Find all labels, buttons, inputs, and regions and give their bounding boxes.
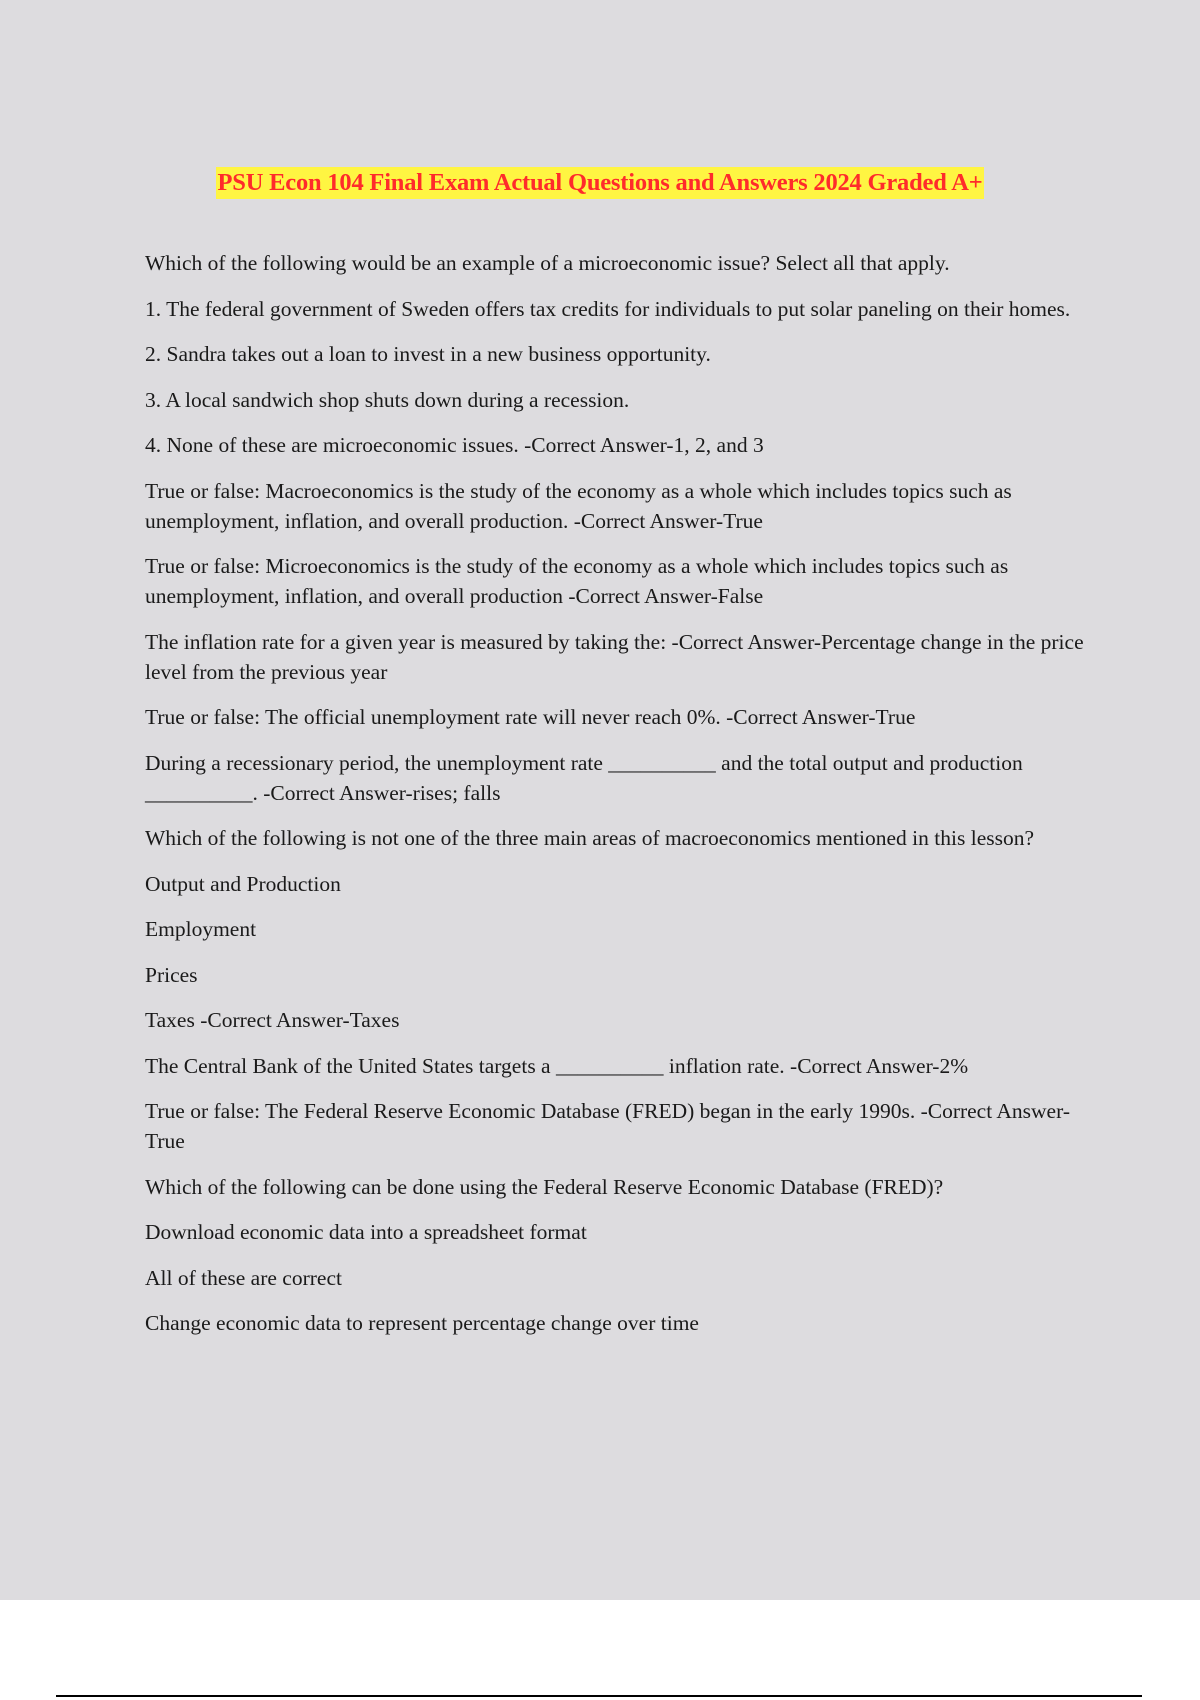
question-1: Which of the following would be an example of a microeconomic issue? Select all that apply. [145,251,950,275]
question-2: True or false: Macroeconomics is the study of the economy as a whole which includes topics such as unemployment, inflation, and overall production. -Correct Answer-True [145,478,1012,533]
question-4: The inflation rate for a given year is measured by taking the: -Correct Answer-Percentage change in the price level from the previous year [145,629,1084,684]
option-2: 2. Sandra takes out a loan to invest in a new business opportunity. [145,342,711,366]
document-title: PSU Econ 104 Final Exam Actual Questions and Answers 2024 Graded A+ [216,167,985,199]
option-prices: Prices [145,962,198,987]
option-1: 1. The federal government of Sweden offers tax credits for individuals to put solar paneling on their homes. [145,296,1071,321]
question-10: Which of the following can be done using the Federal Reserve Economic Database (FRED)? [145,1174,944,1199]
option-employment: Employment [145,917,257,941]
page-bottom-rule [56,1695,1142,1697]
option-taxes-answer: Taxes -Correct Answer-Taxes [145,1008,400,1032]
option-all-correct: All of these are correct [145,1265,342,1290]
question-7: Which of the following is not one of the three main areas of macroeconomics mentioned in this lesson? [145,826,1035,850]
question-8: The Central Bank of the United States targets a __________ inflation rate. -Correct Answer-2% [145,1053,969,1078]
option-download: Download economic data into a spreadsheet format [145,1220,587,1244]
option-4-answer: 4. None of these are microeconomic issues. -Correct Answer-1, 2, and 3 [145,433,764,457]
question-5: True or false: The official unemployment rate will never reach 0%. -Correct Answer-True [145,705,916,729]
title-container [0,167,1200,199]
option-3: 3. A local sandwich shop shuts down during a recession. [145,387,630,412]
question-6: During a recessionary period, the unemployment rate __________ and the total output and production __________. -Correct Answer-rises; falls [145,750,1023,805]
question-3: True or false: Microeconomics is the study of the economy as a whole which includes topics such as unemployment, inflation, and overall production -Correct Answer-False [145,554,1009,608]
option-change-data: Change economic data to represent percentage change over time [145,1311,699,1335]
question-9: True or false: The Federal Reserve Economic Database (FRED) began in the early 1990s. -Correct Answer-True [145,1099,1070,1153]
document-body [145,248,1095,1354]
option-output: Output and Production [145,871,341,896]
